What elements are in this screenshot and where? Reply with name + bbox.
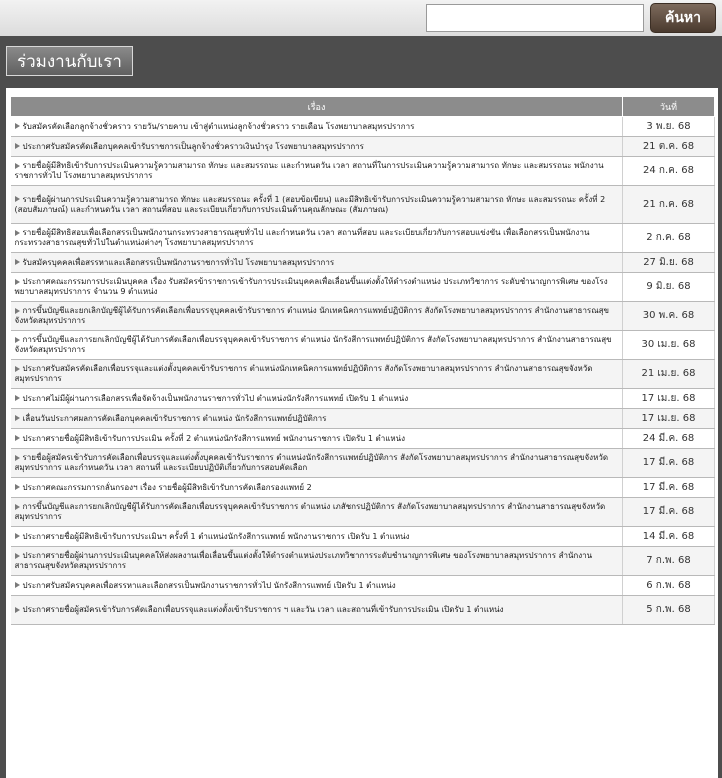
announcement-link[interactable]: การขึ้นบัญชีและยกเลิกบัญชีผู้ได้รับการคัดเลือกเพื่อบรรจุบุคคลเข้ารับราชการ ตำแหน่ง นักเทคนิคการแพทย์ปฏิบัติการ สังกัดโรงพยาบาลสมุทรปราการ สำนักงานสาธารณสุขจังหวัดสมุทรปราการ [14, 306, 609, 325]
table-row[interactable] [11, 224, 715, 253]
announcement-link[interactable]: การขึ้นบัญชีและการยกเลิกบัญชีผู้ได้รับการคัดเลือกเพื่อบรรจุบุคคลเข้ารับราชการ ตำแหน่ง นักรังสีการแพทย์ปฏิบัติการ สังกัดโรงพยาบาลสมุทรปราการ สำนักงานสาธารณสุขจังหวัดสมุทรปราการ [14, 335, 612, 354]
table-row[interactable] [11, 449, 715, 478]
announcement-date: 21 ต.ค. 68 [623, 137, 715, 157]
bullet-arrow-icon [15, 455, 20, 461]
announcement-link[interactable]: เลื่อนวันประกาศผลการคัดเลือกบุคคลเข้ารับราชการ ตำแหน่ง นักรังสีการแพทย์ปฏิบัติการ [22, 413, 327, 423]
announcement-date: 21 เม.ย. 68 [623, 360, 715, 389]
announcement-link[interactable]: ประกาศไม่มีผู้ผ่านการเลือกสรรเพื่อจัดจ้างเป็นพนักงานราชการทั่วไป ตำแหน่งนักรังสีการแพทย์ เปิดรับ 1 ตำแหน่ง [22, 393, 409, 403]
bullet-arrow-icon [15, 553, 20, 559]
announcement-title-cell [11, 498, 623, 527]
table-row[interactable] [11, 429, 715, 449]
table-row[interactable] [11, 253, 715, 273]
table-row[interactable] [11, 273, 715, 302]
announcement-date: 3 พ.ย. 68 [623, 117, 715, 137]
announcement-link[interactable]: ประกาศคณะกรรมการประเมินบุคคล เรื่อง รับสมัครข้าราชการเข้ารับการประเมินบุคคลเพื่อเลื่อนขึ้นแต่งตั้งให้ดำรงตำแหน่ง ประเภทวิชาการ ระดับชำนาญการพิเศษ ของโรงพยาบาลสมุทรปราการ จำนวน 9 ตำแหน่ง [14, 277, 608, 296]
table-header-row [11, 97, 715, 117]
bullet-arrow-icon [15, 415, 20, 421]
table-row[interactable] [11, 527, 715, 547]
announcement-link[interactable]: รับสมัครบุคคลเพื่อสรรหาและเลือกสรรเป็นพนักงานราชการทั่วไป โรงพยาบาลสมุทรปราการ [22, 257, 335, 267]
content-area [6, 88, 718, 778]
table-row[interactable] [11, 409, 715, 429]
announcement-date: 14 มี.ค. 68 [623, 527, 715, 547]
announcement-title-cell [11, 389, 623, 409]
announcement-link[interactable]: รายชื่อผู้สมัครเข้ารับการคัดเลือกเพื่อบรรจุและแต่งตั้งบุคคลเข้ารับราชการ ตำแหน่งนักรังสีการแพทย์ปฏิบัติการ สังกัดโรงพยาบาลสมุทรปราการ สำนักงานสาธารณสุขจังหวัดสมุทรปราการ และกำหนดวัน เวลา สถานที่ และระเบียบปฏิบัติเกี่ยวกับการสอบคัดเลือก [14, 453, 609, 472]
bullet-arrow-icon [15, 196, 20, 202]
bullet-arrow-icon [15, 308, 20, 314]
bullet-arrow-icon [15, 533, 20, 539]
announcement-link[interactable]: รายชื่อผู้มีสิทธิเข้ารับการประเมินความรู้ความสามารถ ทักษะ และสมรรถนะ และกำหนดวัน เวลา สถานที่ในการประเมินความรู้ความสามารถ ทักษะ และสมรรถนะ พนักงานราชการทั่วไป โรงพยาบาลสมุทรปราการ [14, 161, 604, 180]
table-row[interactable] [11, 157, 715, 186]
search-button[interactable]: ค้นหา [650, 3, 716, 33]
announcement-title-cell [11, 576, 623, 596]
table-row[interactable] [11, 596, 715, 625]
announcement-title-cell [11, 360, 623, 389]
announcement-date: 27 มิ.ย. 68 [623, 253, 715, 273]
announcement-link[interactable]: ประกาศรายชื่อผู้มีสิทธิเข้ารับการประเมิน ครั้งที่ 2 ตำแหน่งนักรังสีการแพทย์ พนักงานราชการ เปิดรับ 1 ตำแหน่ง [22, 433, 406, 443]
announcement-link[interactable]: รับสมัครคัดเลือกลูกจ้างชั่วคราว รายวัน/รายคาบ เข้าสู่ตำแหน่งลูกจ้างชั่วคราว รายเดือน โรงพยาบาลสมุทรปราการ [22, 121, 415, 131]
announcement-date: 5 ก.พ. 68 [623, 596, 715, 625]
announcement-link[interactable]: รายชื่อผู้มีสิทธิสอบเพื่อเลือกสรรเป็นพนักงานกระทรวงสาธารณสุขทั่วไป และกำหนดวัน เวลา สถานที่สอบ และระเบียบเกี่ยวกับการสอบแข่งขัน เพื่อเลือกสรรเป็นพนักงานกระทรวงสาธารณสุขทั่วไปในตำแหน่งต่างๆ โรงพยาบาลสมุทรปราการ [14, 228, 590, 247]
table-row[interactable] [11, 360, 715, 389]
table-row[interactable] [11, 547, 715, 576]
table-row[interactable] [11, 137, 715, 157]
announcement-title-cell [11, 547, 623, 576]
announcement-title-cell [11, 331, 623, 360]
announcement-link[interactable]: ประกาศรับสมัครคัดเลือกเพื่อบรรจุและแต่งตั้งบุคคลเข้ารับราชการ ตำแหน่งนักเทคนิคการแพทย์ปฏิบัติการ สังกัดโรงพยาบาลสมุทรปราการ สำนักงานสาธารณสุขจังหวัดสมุทรปราการ [14, 364, 593, 383]
announcement-date: 24 มี.ค. 68 [623, 429, 715, 449]
announcement-title-cell [11, 478, 623, 498]
page-title: ร่วมงานกับเรา [6, 46, 133, 76]
announcement-date: 17 มี.ค. 68 [623, 498, 715, 527]
announcement-title-cell [11, 429, 623, 449]
announcement-date: 17 มี.ค. 68 [623, 449, 715, 478]
table-row[interactable] [11, 478, 715, 498]
table-row[interactable] [11, 186, 715, 224]
bullet-arrow-icon [15, 504, 20, 510]
bullet-arrow-icon [15, 143, 20, 149]
bullet-arrow-icon [15, 484, 20, 490]
announcement-title-cell [11, 449, 623, 478]
top-bar [0, 0, 722, 36]
announcement-date: 7 ก.พ. 68 [623, 547, 715, 576]
bullet-arrow-icon [15, 366, 20, 372]
announcement-date: 21 ก.ค. 68 [623, 186, 715, 224]
bullet-arrow-icon [15, 123, 20, 129]
announcement-link[interactable]: ประกาศคณะกรรมการกลั่นกรองฯ เรื่อง รายชื่อผู้มีสิทธิเข้ารับการคัดเลือกรองแพทย์ 2 [22, 482, 312, 492]
table-row[interactable] [11, 576, 715, 596]
announcement-title-cell [11, 186, 623, 224]
bullet-arrow-icon [15, 607, 20, 613]
announcement-title-cell [11, 409, 623, 429]
announcement-date: 17 เม.ย. 68 [623, 389, 715, 409]
bullet-arrow-icon [15, 163, 20, 169]
announcement-title-cell [11, 596, 623, 625]
announcement-date: 9 มิ.ย. 68 [623, 273, 715, 302]
announcement-date: 30 เม.ย. 68 [623, 331, 715, 360]
announcement-title-cell [11, 224, 623, 253]
announcement-link[interactable]: ประกาศรายชื่อผู้ผ่านการประเมินบุคคลให้ส่งผลงานเพื่อเลื่อนขึ้นแต่งตั้งให้ดำรงตำแหน่งประเภทวิชาการระดับชำนาญการพิเศษ ของโรงพยาบาลสมุทรปราการ สำนักงานสาธารณสุขจังหวัดสมุทรปราการ [14, 551, 593, 570]
announcement-date: 6 ก.พ. 68 [623, 576, 715, 596]
table-row[interactable] [11, 389, 715, 409]
bullet-arrow-icon [15, 230, 20, 236]
announcement-title-cell [11, 253, 623, 273]
announcement-date: 17 มี.ค. 68 [623, 478, 715, 498]
table-row[interactable] [11, 117, 715, 137]
job-announcements-panel [0, 36, 722, 778]
announcement-title-cell [11, 302, 623, 331]
announcement-title-cell [11, 273, 623, 302]
table-row[interactable] [11, 331, 715, 360]
bullet-arrow-icon [15, 337, 20, 343]
announcement-title-cell [11, 137, 623, 157]
announcement-date: 24 ก.ค. 68 [623, 157, 715, 186]
announcement-link[interactable]: การขึ้นบัญชีและการยกเลิกบัญชีผู้ได้รับการคัดเลือกเพื่อบรรจุบุคคลเข้ารับราชการ ตำแหน่ง เภสัชกรปฏิบัติการ สังกัดโรงพยาบาลสมุทรปราการ สำนักงานสาธารณสุขจังหวัดสมุทรปราการ [14, 502, 606, 521]
announcement-link[interactable]: ประกาศรายชื่อผู้มีสิทธิเข้ารับการประเมินฯ ครั้งที่ 1 ตำแหน่งนักรังสีการแพทย์ พนักงานราชการ เปิดรับ 1 ตำแหน่ง [22, 531, 410, 541]
bullet-arrow-icon [15, 259, 20, 265]
announcement-date: 30 พ.ค. 68 [623, 302, 715, 331]
bullet-arrow-icon [15, 435, 20, 441]
bullet-arrow-icon [15, 582, 20, 588]
announcement-link[interactable]: รายชื่อผู้ผ่านการประเมินความรู้ความสามารถ ทักษะ และสมรรถนะ ครั้งที่ 1 (สอบข้อเขียน) และมีสิทธิเข้ารับการประเมินความรู้ความสามารถ ทักษะ และสมรรถนะ ครั้งที่ 2 (สอบสัมภาษณ์) และกำหนดวัน เวลา สถานที่สอบ และระเบียบเกี่ยวกับการประเมินด้านคุณลักษณะ (สัมภาษณ) [14, 194, 606, 214]
search-input[interactable] [426, 4, 644, 32]
announcements-table [10, 96, 715, 625]
announcement-date: 17 เม.ย. 68 [623, 409, 715, 429]
table-row[interactable] [11, 302, 715, 331]
announcement-title-cell [11, 157, 623, 186]
announcement-link[interactable]: ประกาศรายชื่อผู้สมัครเข้ารับการคัดเลือกเพื่อบรรจุและแต่งตั้งเข้ารับราชการ ฯ และวัน เวลา และสถานที่เข้ารับการประเมิน เปิดรับ 1 ตำแหน่ง [22, 605, 504, 614]
column-header-date: วันที่ [623, 97, 715, 117]
announcement-title-cell [11, 117, 623, 137]
table-row[interactable] [11, 498, 715, 527]
announcement-date: 2 ก.ค. 68 [623, 224, 715, 253]
announcement-link[interactable]: ประกาศรับสมัครบุคคลเพื่อสรรหาและเลือกสรรเป็นพนักงานราชการทั่วไป นักรังสีการแพทย์ เปิดรับ 1 ตำแหน่ง [22, 580, 396, 590]
bullet-arrow-icon [15, 279, 20, 285]
bullet-arrow-icon [15, 395, 20, 401]
column-header-subject: เรื่อง [11, 97, 623, 117]
announcement-link[interactable]: ประกาศรับสมัครคัดเลือกบุคคลเข้ารับราชการเป็นลูกจ้างชั่วคราวเงินบำรุง โรงพยาบาลสมุทรปราการ [22, 141, 364, 151]
announcement-title-cell [11, 527, 623, 547]
